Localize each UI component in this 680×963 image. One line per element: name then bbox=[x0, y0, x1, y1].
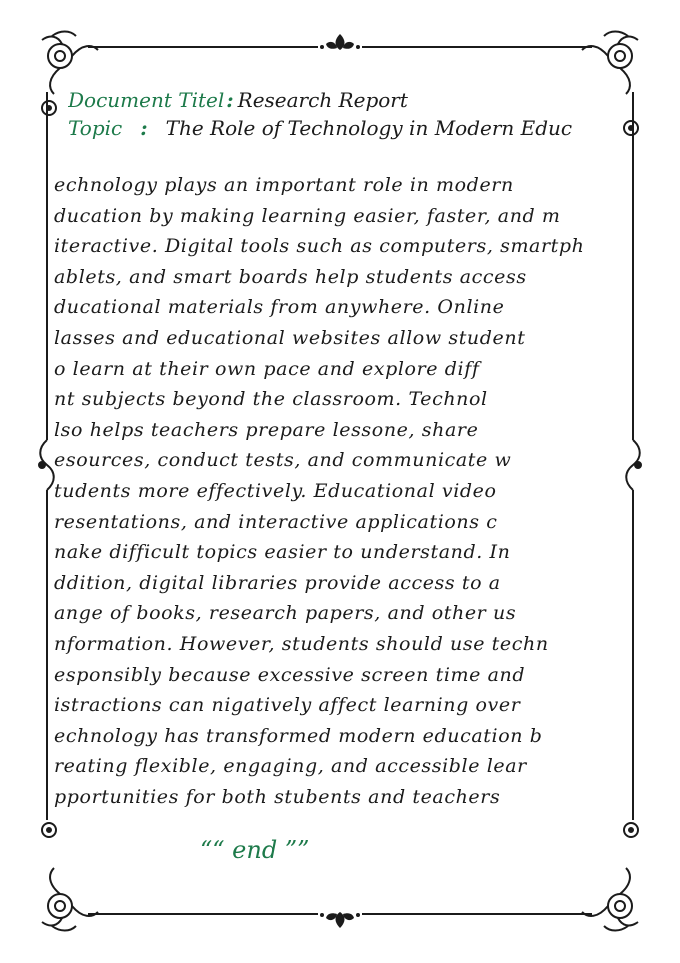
curl-ornament-left-lower bbox=[42, 823, 56, 837]
fleuron-left-center bbox=[39, 440, 54, 490]
text-line: resentations, and interactive applications c bbox=[54, 510, 498, 533]
corner-ornament-bottom-left bbox=[42, 868, 98, 931]
text-line: o learn at their own pace and explore diff bbox=[54, 357, 480, 380]
text-line: istractions can nigatively affect learning over bbox=[54, 694, 521, 717]
document-header bbox=[68, 86, 628, 142]
fleuron-bottom-center bbox=[320, 912, 360, 928]
body-paragraph bbox=[54, 170, 614, 812]
text-line: esponsibly because excessive screen time and bbox=[54, 663, 526, 686]
text-line: ducation by making learning easier, faster, and m bbox=[54, 204, 561, 227]
text-line: pportunities for both stubents and teachers bbox=[54, 785, 501, 808]
text-line: lso helps teachers prepare lessone, share bbox=[54, 418, 479, 441]
corner-ornament-bottom-right bbox=[582, 868, 638, 931]
text-line: reating flexible, engaging, and accessible lear bbox=[54, 755, 527, 778]
text-line: echnology has transformed modern education b bbox=[54, 724, 543, 747]
fleuron-top-center bbox=[320, 34, 360, 50]
text-line: iteractive. Digital tools such as computers, smartph bbox=[54, 235, 585, 258]
fleuron-right-center bbox=[626, 440, 641, 490]
topic-label: Topic bbox=[68, 116, 123, 140]
topic-row bbox=[68, 114, 628, 142]
text-line: ange of books, research papers, and other us bbox=[54, 602, 517, 625]
text-line: nt subjects beyond the classroom. Technol bbox=[54, 388, 488, 411]
text-line: tudents more effectively. Educational video bbox=[54, 479, 497, 502]
title-colon: : bbox=[226, 88, 234, 112]
text-line: nformation. However, students should use techn bbox=[54, 632, 549, 655]
end-mark: ““ end ”” bbox=[200, 836, 310, 864]
topic-value: The Role of Technology in Modern Educ bbox=[165, 116, 573, 140]
text-line: ablets, and smart boards help students access bbox=[54, 265, 527, 288]
topic-colon: : bbox=[140, 116, 148, 140]
document-title-label: Document Titel bbox=[68, 88, 225, 112]
curl-ornament-left-upper bbox=[42, 101, 56, 115]
text-line: lasses and educational websites allow student bbox=[54, 326, 526, 349]
text-line: echnology plays an important role in modern bbox=[54, 174, 514, 196]
text-line: esources, conduct tests, and communicate w bbox=[54, 449, 512, 472]
text-line: ddition, digital libraries provide access to a bbox=[54, 571, 501, 594]
document-title-value: Research Report bbox=[237, 88, 408, 112]
corner-ornament-top-left bbox=[42, 32, 98, 95]
corner-ornament-top-right bbox=[582, 32, 638, 95]
curl-ornament-right-lower bbox=[624, 823, 638, 837]
text-line: nake difficult topics easier to understand. In bbox=[54, 541, 511, 564]
title-row bbox=[68, 86, 628, 114]
text-line: ducational materials from anywhere. Online bbox=[54, 296, 505, 319]
